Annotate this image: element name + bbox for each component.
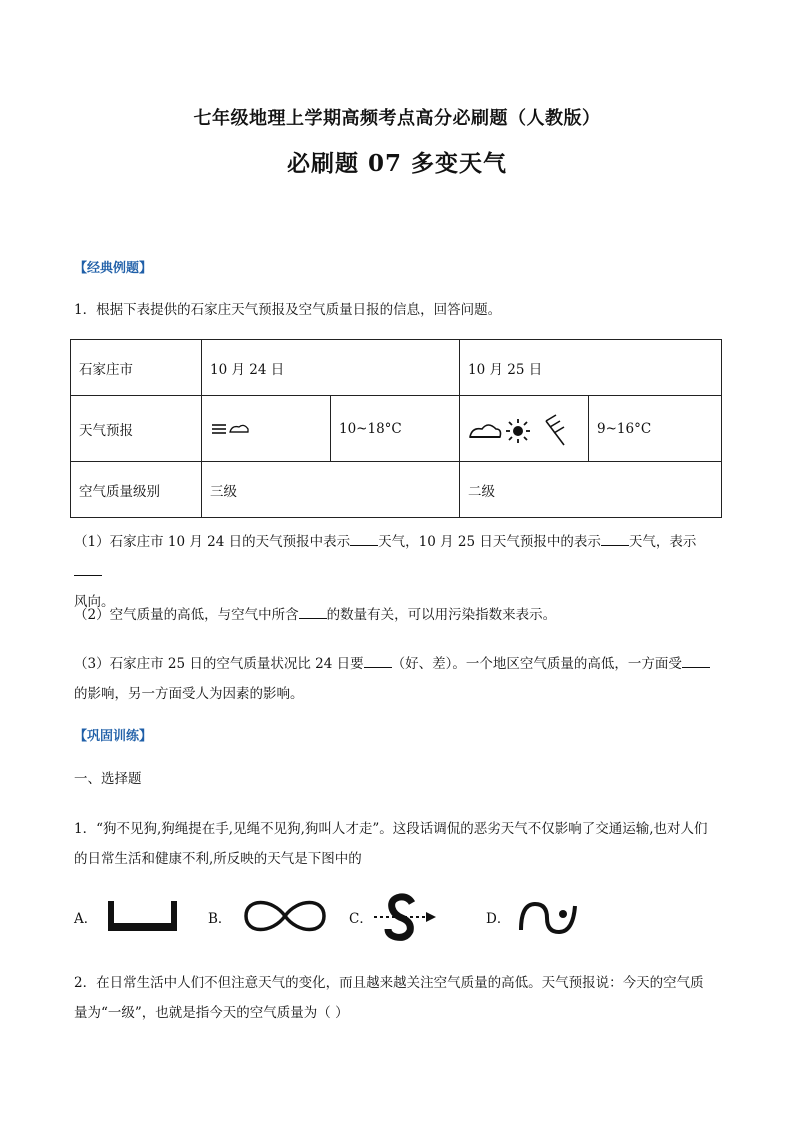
document-title: 必刷题 07 多变天气	[286, 150, 508, 177]
sandstorm-symbol-icon[interactable]	[372, 893, 440, 943]
table-row	[71, 462, 722, 518]
weather-table	[70, 339, 722, 518]
forecast-symbol-cell-25	[460, 396, 589, 462]
option-c-label[interactable]: C．	[349, 911, 373, 927]
practice-question-1: 1．“狗不见狗,狗绳提在手,见绳不见狗,狗叫人才走”。这段话调侃的恶劣天气不仅影响了交通运输,也对人们 的日常生活和健康不利,所反映的天气是下图中的	[74, 821, 708, 867]
answer-blank[interactable]	[350, 531, 378, 546]
cloudy-sunny-wind-symbol-icon	[468, 409, 580, 449]
section-practice: 【巩固训练】	[74, 729, 153, 744]
answer-blank[interactable]	[299, 604, 327, 619]
answer-blank[interactable]	[74, 561, 102, 576]
dust-symbol-icon[interactable]	[105, 897, 180, 935]
forecast-label-cell: 天气预报	[71, 396, 202, 462]
aq2-cell: 二级	[460, 462, 722, 518]
answer-blank[interactable]	[682, 653, 710, 668]
option-b-label[interactable]: B．	[208, 911, 232, 927]
city-cell: 石家庄市	[71, 340, 202, 396]
option-a-label[interactable]: A．	[74, 911, 98, 927]
forecast-symbol-cell-24	[202, 396, 331, 462]
date2-cell: 10 月 25 日	[460, 340, 722, 396]
example-question: 1．根据下表提供的石家庄天气预报及空气质量日报的信息，回答问题。	[74, 302, 502, 318]
sub-question-2: （2）空气质量的高低，与空气中所含 的数量有关，可以用污染指数来表示。	[74, 604, 724, 625]
option-d-label[interactable]: D．	[486, 911, 511, 927]
practice-question-2: 2．在日常生活中人们不但注意天气的变化，而且越来越关注空气质量的高低。天气预报说：今天的空气质 量为“一级”，也就是指今天的空气质量为（ ）	[74, 975, 704, 1021]
fog-cloudy-symbol-icon	[210, 419, 260, 439]
aq-label-cell: 空气质量级别	[71, 462, 202, 518]
sub-question-1: （1）石家庄市 10 月 24 日的天气预报中表示 天气，10 月 25 日天气预报中的表示 天气，表示 风向。	[74, 527, 724, 617]
sub-question-3: （3）石家庄市 25 日的空气质量状况比 24 日要 （好、差）。一个地区空气质量的高低，一方面受 的影响，另一方面受人为因素的影响。	[74, 649, 724, 709]
section-classic-examples: 【经典例题】	[74, 261, 153, 276]
temp2-cell: 9~16°C	[589, 396, 722, 462]
floating-dust-symbol-icon[interactable]	[517, 896, 587, 940]
table-row	[71, 396, 722, 462]
table-row	[71, 340, 722, 396]
answer-blank[interactable]	[601, 531, 629, 546]
document-subtitle: 七年级地理上学期高频考点高分必刷题（人教版）	[193, 108, 601, 129]
answer-blank[interactable]	[364, 653, 392, 668]
haze-symbol-icon[interactable]	[242, 896, 328, 936]
part-heading: 一、选择题	[74, 771, 142, 787]
aq1-cell: 三级	[202, 462, 460, 518]
temp1-cell: 10~18°C	[331, 396, 460, 462]
date1-cell: 10 月 24 日	[202, 340, 460, 396]
